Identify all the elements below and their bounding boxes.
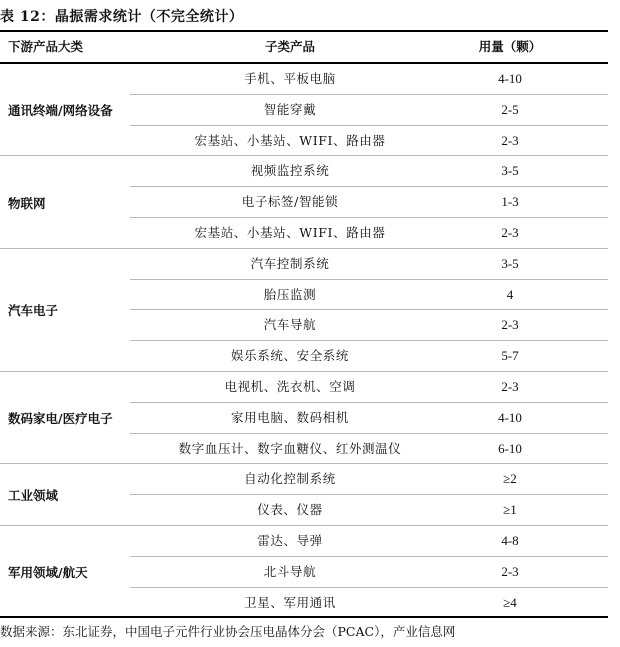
- subcategory-cell: 宏基站、小基站、WIFI、路由器: [194, 132, 386, 148]
- quantity-cell: 1-3: [501, 194, 519, 210]
- quantity-cell: 5-7: [501, 348, 519, 364]
- category-cell: 汽车电子: [8, 303, 59, 319]
- quantity-cell: 3-5: [501, 255, 519, 271]
- quantity-cell: 2-3: [501, 317, 519, 333]
- subcategory-cell: 仪表、仪器: [257, 502, 323, 518]
- subcategory-cell: 卫星、军用通讯: [244, 594, 336, 610]
- quantity-cell: 4-10: [498, 409, 522, 425]
- subcategory-cell: 电视机、洗衣机、空调: [224, 379, 356, 394]
- quantity-cell: 4: [506, 286, 514, 302]
- subcategory-cell: 智能穿戴: [263, 101, 317, 117]
- quantity-cell: 2-3: [501, 379, 519, 394]
- subcategory-cell: 汽车控制系统: [250, 255, 330, 271]
- subcategory-cell: 电子标签/智能锁: [241, 194, 339, 210]
- quantity-cell: 4-8: [501, 533, 519, 548]
- quantity-cell: 3-5: [501, 163, 519, 179]
- subcategory-cell: 娱乐系统、安全系统: [231, 348, 349, 364]
- quantity-cell: 2-3: [501, 563, 519, 579]
- header-subcategory: 子类产品: [264, 39, 315, 54]
- category-cell: 工业领域: [8, 488, 59, 504]
- category-cell: 数码家电/医疗电子: [8, 411, 113, 427]
- subcategory-cell: 北斗导航: [263, 563, 317, 579]
- source-note: 数据来源：东北证券，中国电子元件行业协会压电晶体分会（PCAC），产业信息网: [0, 624, 456, 639]
- quantity-cell: ≥2: [503, 471, 517, 487]
- quantity-cell: 2-5: [501, 101, 519, 117]
- subcategory-cell: 数字血压计、数字血糖仪、红外测温仪: [178, 440, 402, 456]
- category-cell: 物联网: [8, 195, 46, 211]
- table-bottom-rule: [0, 616, 608, 618]
- table-title: 表 12：晶振需求统计（不完全统计）: [0, 9, 244, 25]
- quantity-cell: ≥1: [503, 502, 517, 518]
- subcategory-cell: 视频监控系统: [250, 163, 330, 179]
- quantity-cell: 2-3: [501, 225, 519, 240]
- quantity-cell: 6-10: [498, 440, 522, 456]
- category-cell: 通讯终端/网络设备: [8, 103, 113, 119]
- quantity-cell: ≥4: [503, 594, 517, 610]
- table-top-rule: [0, 30, 608, 32]
- subcategory-cell: 自动化控制系统: [244, 471, 336, 487]
- quantity-cell: 2-3: [501, 132, 519, 148]
- category-cell: 军用领域/航天: [8, 565, 88, 581]
- subcategory-cell: 宏基站、小基站、WIFI、路由器: [194, 225, 386, 240]
- header-category: 下游产品大类: [8, 39, 84, 54]
- header-quantity: 用量（颗）: [478, 39, 542, 54]
- quantity-cell: 4-10: [498, 71, 522, 86]
- subcategory-cell: 手机、平板电脑: [244, 71, 336, 86]
- subcategory-cell: 胎压监测: [263, 286, 317, 302]
- subcategory-cell: 家用电脑、数码相机: [231, 409, 349, 425]
- subcategory-cell: 汽车导航: [263, 317, 317, 333]
- subcategory-cell: 雷达、导弹: [257, 533, 323, 548]
